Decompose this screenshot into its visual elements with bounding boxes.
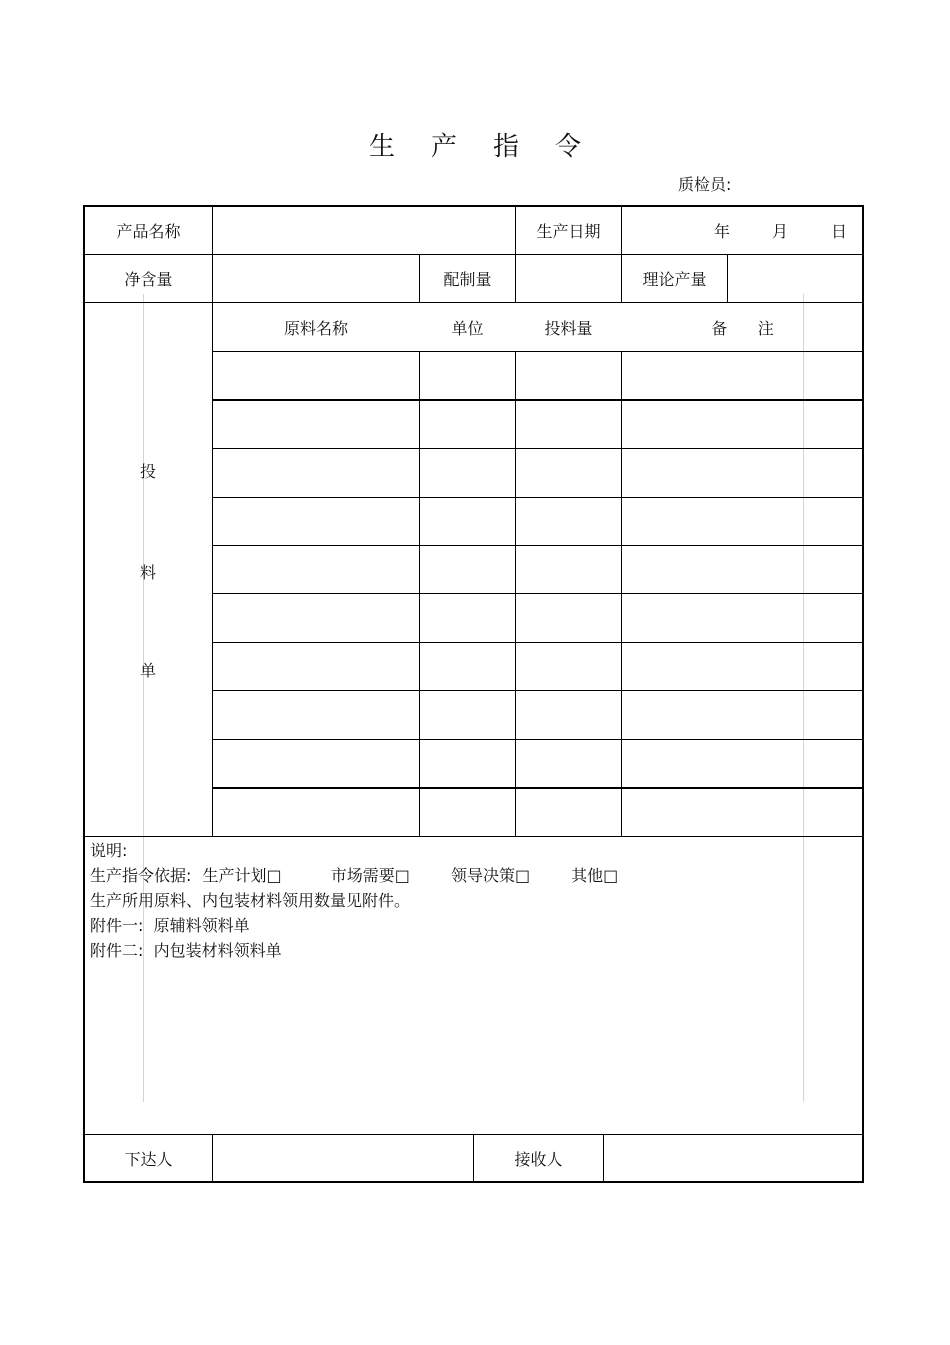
attachment-1: 附件一: 原辅料领料单 [90,916,250,935]
notes-section [90,838,618,963]
row-divider [213,642,864,643]
product-date-label: 生产日期 [536,221,601,241]
product-name-label: 产品名称 [116,221,181,241]
row-divider [213,545,864,546]
issuer-field[interactable] [213,1135,473,1182]
date-year: 年 [714,221,731,241]
col-header-unit: 单位 [451,318,484,338]
col-header-remarks: 备 注 [711,318,774,338]
usage-note: 生产所用原料、内包装材料领用数量见附件。 [90,891,411,910]
basis-option-other[interactable]: 其他□ [571,866,619,885]
materials-side-label-char: 料 [139,563,156,582]
row-divider [213,448,864,449]
row-divider [83,836,864,837]
row-divider [213,739,864,740]
receiver-label: 接收人 [514,1150,563,1169]
basis-label: 生产指令依据: [90,866,192,885]
product-date-field[interactable] [622,206,863,254]
date-day: 日 [831,221,848,241]
receiver-field[interactable] [604,1135,863,1182]
row-divider [213,593,864,594]
title-char: 指 [493,132,520,162]
row-divider [213,497,864,498]
row-divider [213,351,864,352]
page-title [0,126,950,163]
col-divider [419,351,420,837]
col-divider [212,302,213,837]
net-content-label: 净含量 [124,270,173,289]
product-name-field[interactable] [213,206,515,254]
col-divider [621,351,622,837]
inspector-label: 质检员: [678,175,732,194]
row-divider [213,787,864,789]
materials-side-label-char: 投 [139,462,156,481]
net-content-field[interactable] [213,255,419,302]
attachment-2: 附件二: 内包装材料领料单 [90,941,282,960]
issuer-label: 下达人 [124,1150,173,1169]
row-divider [213,399,864,401]
title-char: 令 [555,132,582,162]
theoretical-output-label: 理论产量 [642,270,707,289]
notes-heading: 说明: [90,841,128,860]
title-char: 生 [368,132,395,162]
basis-option-leadership-decision[interactable]: 领导决策□ [450,866,531,885]
materials-side-label-char: 单 [139,661,156,680]
prepared-amount-field[interactable] [516,255,621,302]
basis-option-market-demand[interactable]: 市场需要□ [330,866,410,885]
theoretical-output-field[interactable] [728,255,863,302]
row-divider [213,690,864,691]
title-char: 产 [430,132,457,162]
basis-row [90,863,618,888]
date-month: 月 [772,221,789,241]
col-divider [515,351,516,837]
col-header-material-name: 原料名称 [283,318,348,338]
basis-option-production-plan[interactable]: 生产计划□ [202,866,282,885]
col-header-input-quantity: 投料量 [544,318,593,338]
prepared-amount-label: 配制量 [443,270,492,289]
